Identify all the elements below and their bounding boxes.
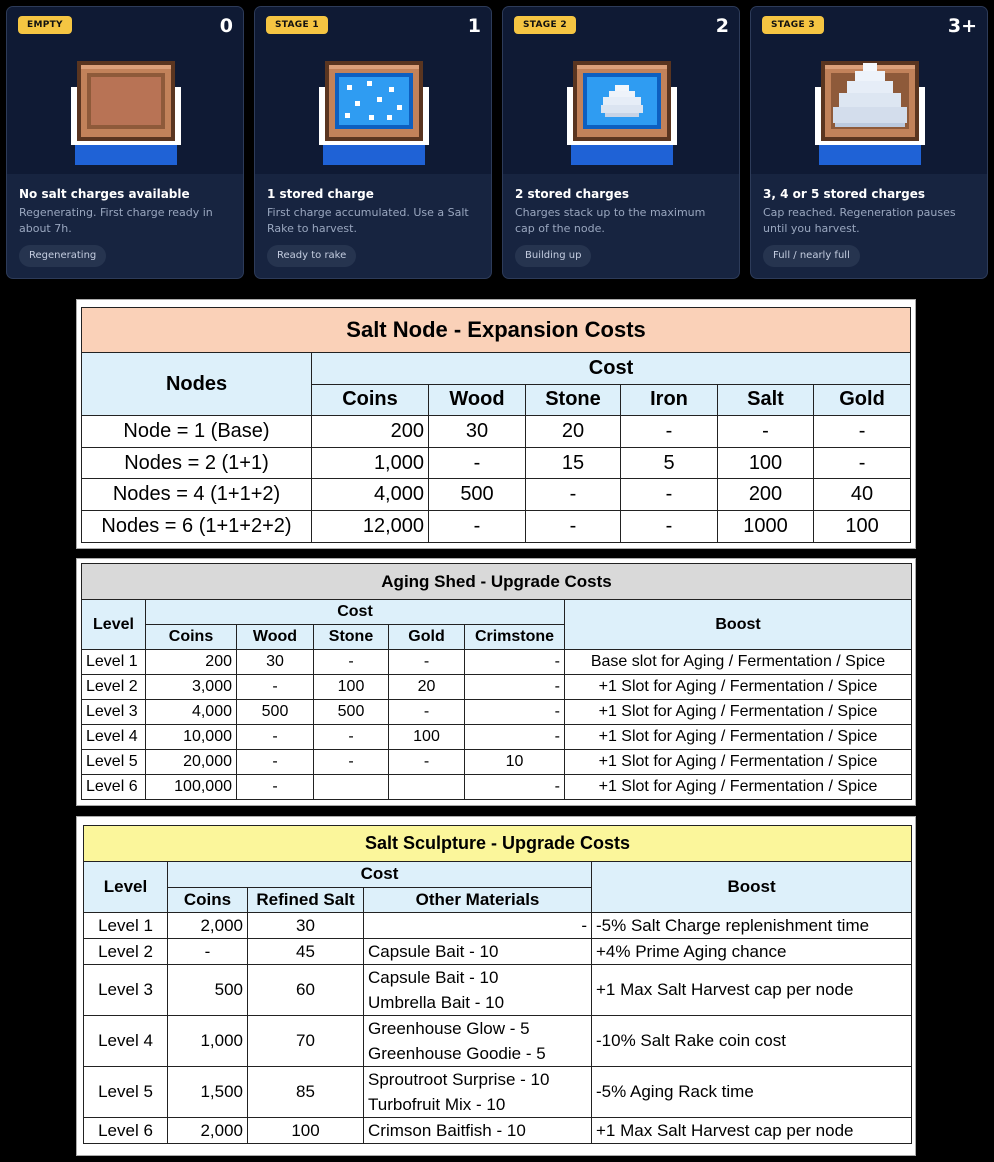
level-header: Level (82, 600, 146, 650)
column-header: Crimstone (465, 625, 565, 650)
table-row (82, 775, 912, 800)
cell: - (465, 775, 565, 800)
column-header: Stone (314, 625, 389, 650)
row-label: Level 2 (82, 675, 146, 700)
column-header: Coins (312, 384, 429, 416)
boost-cell: +1 Slot for Aging / Fermentation / Spice (565, 775, 912, 800)
row-label: Level 6 (84, 1118, 168, 1144)
cell: 200 (718, 479, 814, 511)
cell: 1,000 (168, 1016, 248, 1067)
card-preview (7, 7, 243, 174)
row-label: Level 5 (82, 750, 146, 775)
nodes-header: Nodes (82, 353, 312, 416)
cell: 85 (248, 1067, 364, 1118)
charge-count: 2 (715, 15, 729, 37)
cell: 100 (814, 510, 911, 542)
cell: - (526, 479, 621, 511)
table-row (82, 510, 911, 542)
material-line: Greenhouse Glow - 5 (368, 1019, 530, 1039)
cell: 200 (312, 416, 429, 448)
cell: 500 (314, 700, 389, 725)
boost-cell: +1 Max Salt Harvest cap per node (592, 965, 912, 1016)
table-row (84, 1016, 912, 1067)
cell: 20,000 (146, 750, 237, 775)
boost-cell: -5% Aging Rack time (592, 1067, 912, 1118)
cell: 1000 (718, 510, 814, 542)
table-row (82, 700, 912, 725)
cell: - (389, 650, 465, 675)
cell: 40 (814, 479, 911, 511)
cell: - (314, 650, 389, 675)
salt-stage-cards (0, 0, 994, 290)
card-description: Cap reached. Regeneration pauses until you harvest. (763, 206, 956, 235)
salt-sculpture-table (83, 825, 912, 1144)
boost-cell: +1 Slot for Aging / Fermentation / Spice (565, 750, 912, 775)
column-header: Salt (718, 384, 814, 416)
cell: - (429, 447, 526, 479)
card-title: 2 stored charges (515, 187, 630, 201)
boost-cell: -5% Salt Charge replenishment time (592, 913, 912, 939)
column-header: Coins (168, 887, 248, 913)
column-header: Wood (429, 384, 526, 416)
cell: 5 (621, 447, 718, 479)
status-pill: Building up (515, 245, 591, 267)
cell: - (314, 750, 389, 775)
table-row (82, 650, 912, 675)
table-row (82, 750, 912, 775)
boost-cell: +1 Slot for Aging / Fermentation / Spice (565, 675, 912, 700)
table-row (82, 675, 912, 700)
stage-badge: STAGE 3 (762, 16, 824, 34)
boost-cell: Base slot for Aging / Fermentation / Spice (565, 650, 912, 675)
materials-cell (364, 939, 592, 965)
cell: 200 (146, 650, 237, 675)
cell: - (465, 700, 565, 725)
cell: - (621, 416, 718, 448)
column-header: Stone (526, 384, 621, 416)
cell: 500 (429, 479, 526, 511)
cell: - (237, 725, 314, 750)
cell: 4,000 (312, 479, 429, 511)
cell: 12,000 (312, 510, 429, 542)
cell: - (465, 650, 565, 675)
cell: 100 (389, 725, 465, 750)
stage-card-1 (254, 6, 492, 279)
material-line: Umbrella Bait - 10 (368, 993, 505, 1013)
row-label: Level 4 (82, 725, 146, 750)
stage-card-2 (502, 6, 740, 279)
card-title: 3, 4 or 5 stored charges (763, 187, 925, 201)
card-title: 1 stored charge (267, 187, 374, 201)
cell: 2,000 (168, 913, 248, 939)
materials-cell (364, 1118, 592, 1144)
cell: 3,000 (146, 675, 237, 700)
salt-pan-stage1-icon (319, 59, 429, 167)
cell: - (621, 479, 718, 511)
materials-cell (364, 965, 592, 1016)
row-label: Level 6 (82, 775, 146, 800)
column-header: Coins (146, 625, 237, 650)
table-row (82, 416, 911, 448)
row-label: Level 2 (84, 939, 168, 965)
stage-badge: STAGE 1 (266, 16, 328, 34)
cell: - (465, 675, 565, 700)
card-description: Regenerating. First charge ready in about 7h. (19, 206, 213, 235)
boost-header: Boost (565, 600, 912, 650)
card-preview (751, 7, 987, 174)
stage-card-3 (750, 6, 988, 279)
boost-cell: +1 Max Salt Harvest cap per node (592, 1118, 912, 1144)
table-title: Salt Sculpture - Upgrade Costs (84, 826, 912, 862)
level-header: Level (84, 862, 168, 913)
cell: - (168, 939, 248, 965)
card-description: First charge accumulated. Use a Salt Rake to harvest. (267, 206, 469, 235)
material-line: Turbofruit Mix - 10 (368, 1095, 506, 1115)
cell: - (814, 416, 911, 448)
cell: - (429, 510, 526, 542)
cost-header: Cost (312, 353, 911, 385)
aging-shed-table (81, 563, 912, 800)
row-label: Node = 1 (Base) (82, 416, 312, 448)
cell: 100 (718, 447, 814, 479)
boost-cell: +1 Slot for Aging / Fermentation / Spice (565, 725, 912, 750)
cell: 500 (237, 700, 314, 725)
cell: 1,000 (312, 447, 429, 479)
cell: 2,000 (168, 1118, 248, 1144)
cell: 20 (526, 416, 621, 448)
salt-pan-full-icon (815, 59, 925, 167)
cell: 4,000 (146, 700, 237, 725)
card-preview (503, 7, 739, 174)
material-line: Crimson Baitfish - 10 (368, 1121, 526, 1141)
cell: 30 (248, 913, 364, 939)
boost-cell: +1 Slot for Aging / Fermentation / Spice (565, 700, 912, 725)
cell: - (389, 700, 465, 725)
status-pill: Full / nearly full (763, 245, 860, 267)
column-header: Iron (621, 384, 718, 416)
aging-shed-sheet (76, 558, 916, 806)
cell: 10,000 (146, 725, 237, 750)
row-label: Level 4 (84, 1016, 168, 1067)
cell: - (237, 750, 314, 775)
salt-pan-stage2-icon (567, 59, 677, 167)
charge-count: 3+ (947, 15, 977, 37)
row-label: Nodes = 2 (1+1) (82, 447, 312, 479)
column-header: Wood (237, 625, 314, 650)
cell: - (237, 775, 314, 800)
table-title: Salt Node - Expansion Costs (82, 308, 911, 353)
cell: - (526, 510, 621, 542)
charge-count: 1 (467, 15, 481, 37)
cell: - (621, 510, 718, 542)
table-row (84, 939, 912, 965)
status-pill: Regenerating (19, 245, 106, 267)
empty-salt-pan-icon (71, 59, 181, 167)
cell: 500 (168, 965, 248, 1016)
row-label: Level 1 (84, 913, 168, 939)
materials-cell (364, 1067, 592, 1118)
card-preview (255, 7, 491, 174)
salt-sculpture-sheet (76, 816, 916, 1156)
cell: - (314, 725, 389, 750)
cell: 10 (465, 750, 565, 775)
table-row (82, 447, 911, 479)
card-description: Charges stack up to the maximum cap of the node. (515, 206, 706, 235)
column-header: Other Materials (364, 887, 592, 913)
row-label: Level 1 (82, 650, 146, 675)
cell: - (718, 416, 814, 448)
cell: - (814, 447, 911, 479)
materials-cell (364, 1016, 592, 1067)
cell: 45 (248, 939, 364, 965)
column-header: Gold (814, 384, 911, 416)
boost-header: Boost (592, 862, 912, 913)
cell: 100,000 (146, 775, 237, 800)
cell: 20 (389, 675, 465, 700)
cell: 60 (248, 965, 364, 1016)
table-row (82, 479, 911, 511)
table-row (84, 913, 912, 939)
cell: 30 (237, 650, 314, 675)
material-line: Capsule Bait - 10 (368, 942, 499, 962)
cost-header: Cost (146, 600, 565, 625)
cell: - (389, 750, 465, 775)
salt-node-table (81, 307, 911, 543)
column-header: Gold (389, 625, 465, 650)
cell: 30 (429, 416, 526, 448)
cell: - (465, 725, 565, 750)
row-label: Level 5 (84, 1067, 168, 1118)
cell: 100 (314, 675, 389, 700)
material-line: Capsule Bait - 10 (368, 968, 499, 988)
table-title: Aging Shed - Upgrade Costs (82, 564, 912, 600)
cell: - (237, 675, 314, 700)
cell (314, 775, 389, 800)
status-pill: Ready to rake (267, 245, 356, 267)
stage-badge: EMPTY (18, 16, 72, 34)
materials-cell (364, 913, 592, 939)
table-row (82, 725, 912, 750)
table-row (84, 1118, 912, 1144)
charge-count: 0 (219, 15, 233, 37)
table-row (84, 965, 912, 1016)
material-line: Sproutroot Surprise - 10 (368, 1070, 550, 1090)
table-row (84, 1067, 912, 1118)
boost-cell: +4% Prime Aging chance (592, 939, 912, 965)
stage-card-empty (6, 6, 244, 279)
cell: 15 (526, 447, 621, 479)
row-label: Level 3 (84, 965, 168, 1016)
row-label: Level 3 (82, 700, 146, 725)
cell: 70 (248, 1016, 364, 1067)
stage-badge: STAGE 2 (514, 16, 576, 34)
salt-node-sheet (76, 299, 916, 549)
material-line: - (581, 916, 587, 936)
card-title: No salt charges available (19, 187, 190, 201)
row-label: Nodes = 4 (1+1+2) (82, 479, 312, 511)
boost-cell: -10% Salt Rake coin cost (592, 1016, 912, 1067)
material-line: Greenhouse Goodie - 5 (368, 1044, 546, 1064)
cell (389, 775, 465, 800)
column-header: Refined Salt (248, 887, 364, 913)
row-label: Nodes = 6 (1+1+2+2) (82, 510, 312, 542)
cost-header: Cost (168, 862, 592, 888)
cell: 100 (248, 1118, 364, 1144)
cell: 1,500 (168, 1067, 248, 1118)
